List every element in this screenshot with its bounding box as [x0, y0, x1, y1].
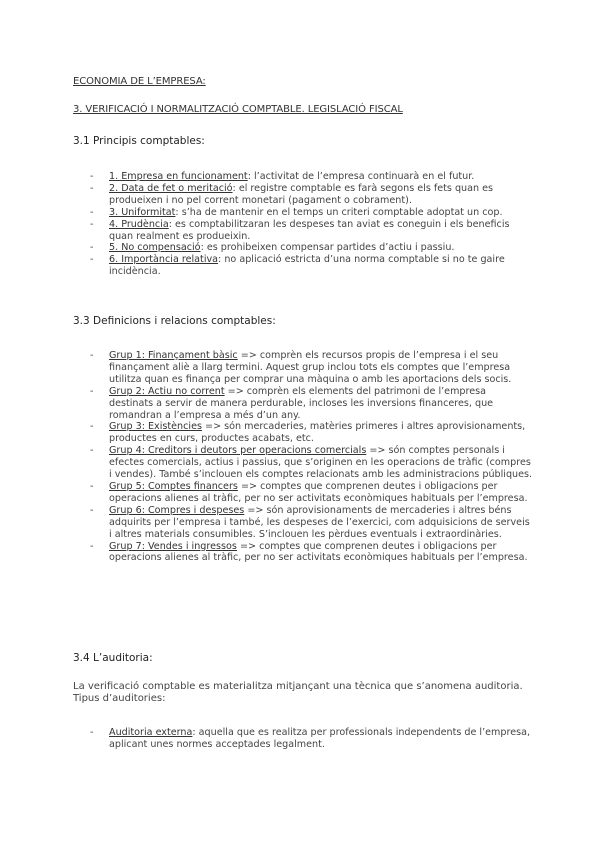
item-text: : l’activitat de l’empresa continuarà en el futur. — [247, 171, 475, 182]
item-text: : no aplicació estricta d’una norma comptable si no te gaire incidència. — [109, 254, 505, 278]
item-text: => comptes que comprenen deutes i obligacions per operacions alienes al tràfic, per no ser activitats econòmiques habituals per l’empresa. — [109, 480, 528, 504]
item-label: Grup 3: Existències — [109, 421, 202, 433]
item-text: => són mercaderies, matèries primeres i altres aprovisionaments, productes en curs, productes acabats, etc. — [109, 421, 526, 445]
item-label: 5. No compensació — [109, 242, 201, 254]
item-label: 6. Importància relativa — [109, 254, 219, 266]
item-label: Auditoria externa — [109, 727, 193, 738]
audit-paragraph: La verificació comptable es materialitza mitjançant una tècnica que s’anomena auditoria. Tipus d’auditories: — [73, 681, 523, 704]
item-label: 4. Prudència — [109, 218, 169, 230]
definitions-list — [88, 350, 533, 564]
audit-types-list — [88, 727, 533, 751]
section-heading-3-4: 3.4 L’auditoria: — [73, 652, 153, 664]
section-heading-3-3: 3.3 Definicions i relacions comptables: — [73, 315, 276, 327]
list-item — [88, 254, 533, 278]
item-text: => comprèn els recursos propis de l’empresa i el seu finançament aliè a llarg termini. Aquest grup inclou tots els comptes que l’empresa utilitza quan es finança per comprar una màquina o amb les aportacions dels socis. — [109, 350, 512, 385]
list-item — [88, 183, 533, 207]
item-text: : es comptabilitzaran les despeses tan aviat es coneguin i els beneficis quan realment es produeixin. — [109, 218, 510, 242]
principles-list — [88, 171, 533, 278]
item-label: Grup 4: Creditors i deutors per operacions comercials — [109, 445, 367, 457]
section-heading-3-1: 3.1 Principis comptables: — [73, 135, 205, 147]
item-text: => comprèn els elements del patrimoni de l’empresa destinats a servir de manera perdurable, incloses les inversions financeres, que romandran a l’empresa a més d’un any. — [109, 385, 494, 421]
list-item — [88, 727, 533, 751]
item-text: : es prohibeixen compensar partides d’actiu i passiu. — [200, 242, 455, 254]
list-item — [88, 481, 533, 505]
item-label: Grup 5: Comptes financers — [109, 480, 238, 492]
list-item — [88, 386, 533, 422]
item-label: Grup 7: Vendes i ingressos — [109, 540, 237, 552]
list-item — [88, 505, 533, 541]
item-label: 2. Data de fet o meritació — [109, 182, 233, 194]
list-item — [88, 421, 533, 445]
item-text: : aquella que es realitza per professionals independents de l’empresa, aplicant unes normes acceptades legalment. — [109, 727, 531, 750]
item-label: Grup 6: Compres i despeses — [109, 504, 245, 516]
item-text: => comptes que comprenen deutes i obligacions per operacions alienes al tràfic, per no ser activitats econòmiques habituals per l’empresa. — [109, 540, 528, 564]
item-text: => són comptes personals i efectes comercials, actius i passius, que s’originen en les operacions de tràfic (compres i vendes). També s’inclouen els comptes relacionats amb les administracions públiques. — [109, 445, 533, 481]
document-title: ECONOMIA DE L’EMPRESA: — [73, 76, 206, 87]
item-label: 3. Uniformitat — [109, 206, 176, 218]
item-label: 1. Empresa en funcionament — [109, 171, 248, 182]
list-item — [88, 171, 533, 183]
item-text: : s’ha de mantenir en el temps un criteri comptable adoptat un cop. — [175, 206, 503, 218]
item-label: Grup 1: Finançament bàsic — [109, 350, 238, 361]
list-item — [88, 219, 533, 243]
item-text: => són aprovisionaments de mercaderies i altres béns adquirits per l’empresa i també, les despeses de l’exercici, com adquisicions de serveis i altres materials consumibles. S’inclouen les pèrdues eventuals i extraordinàries. — [109, 504, 530, 540]
item-text: : el registre comptable es farà segons els fets quan es produeixen i no pel corrent monetari (pagament o cobrament). — [109, 182, 494, 206]
list-item — [88, 350, 533, 386]
list-item — [88, 242, 533, 254]
list-item — [88, 541, 533, 565]
chapter-title: 3. VERIFICACIÓ I NORMALITZACIÓ COMPTABLE. LEGISLACIÓ FISCAL — [73, 104, 403, 115]
item-label: Grup 2: Actiu no corrent — [109, 385, 225, 397]
list-item — [88, 445, 533, 481]
list-item — [88, 207, 533, 219]
